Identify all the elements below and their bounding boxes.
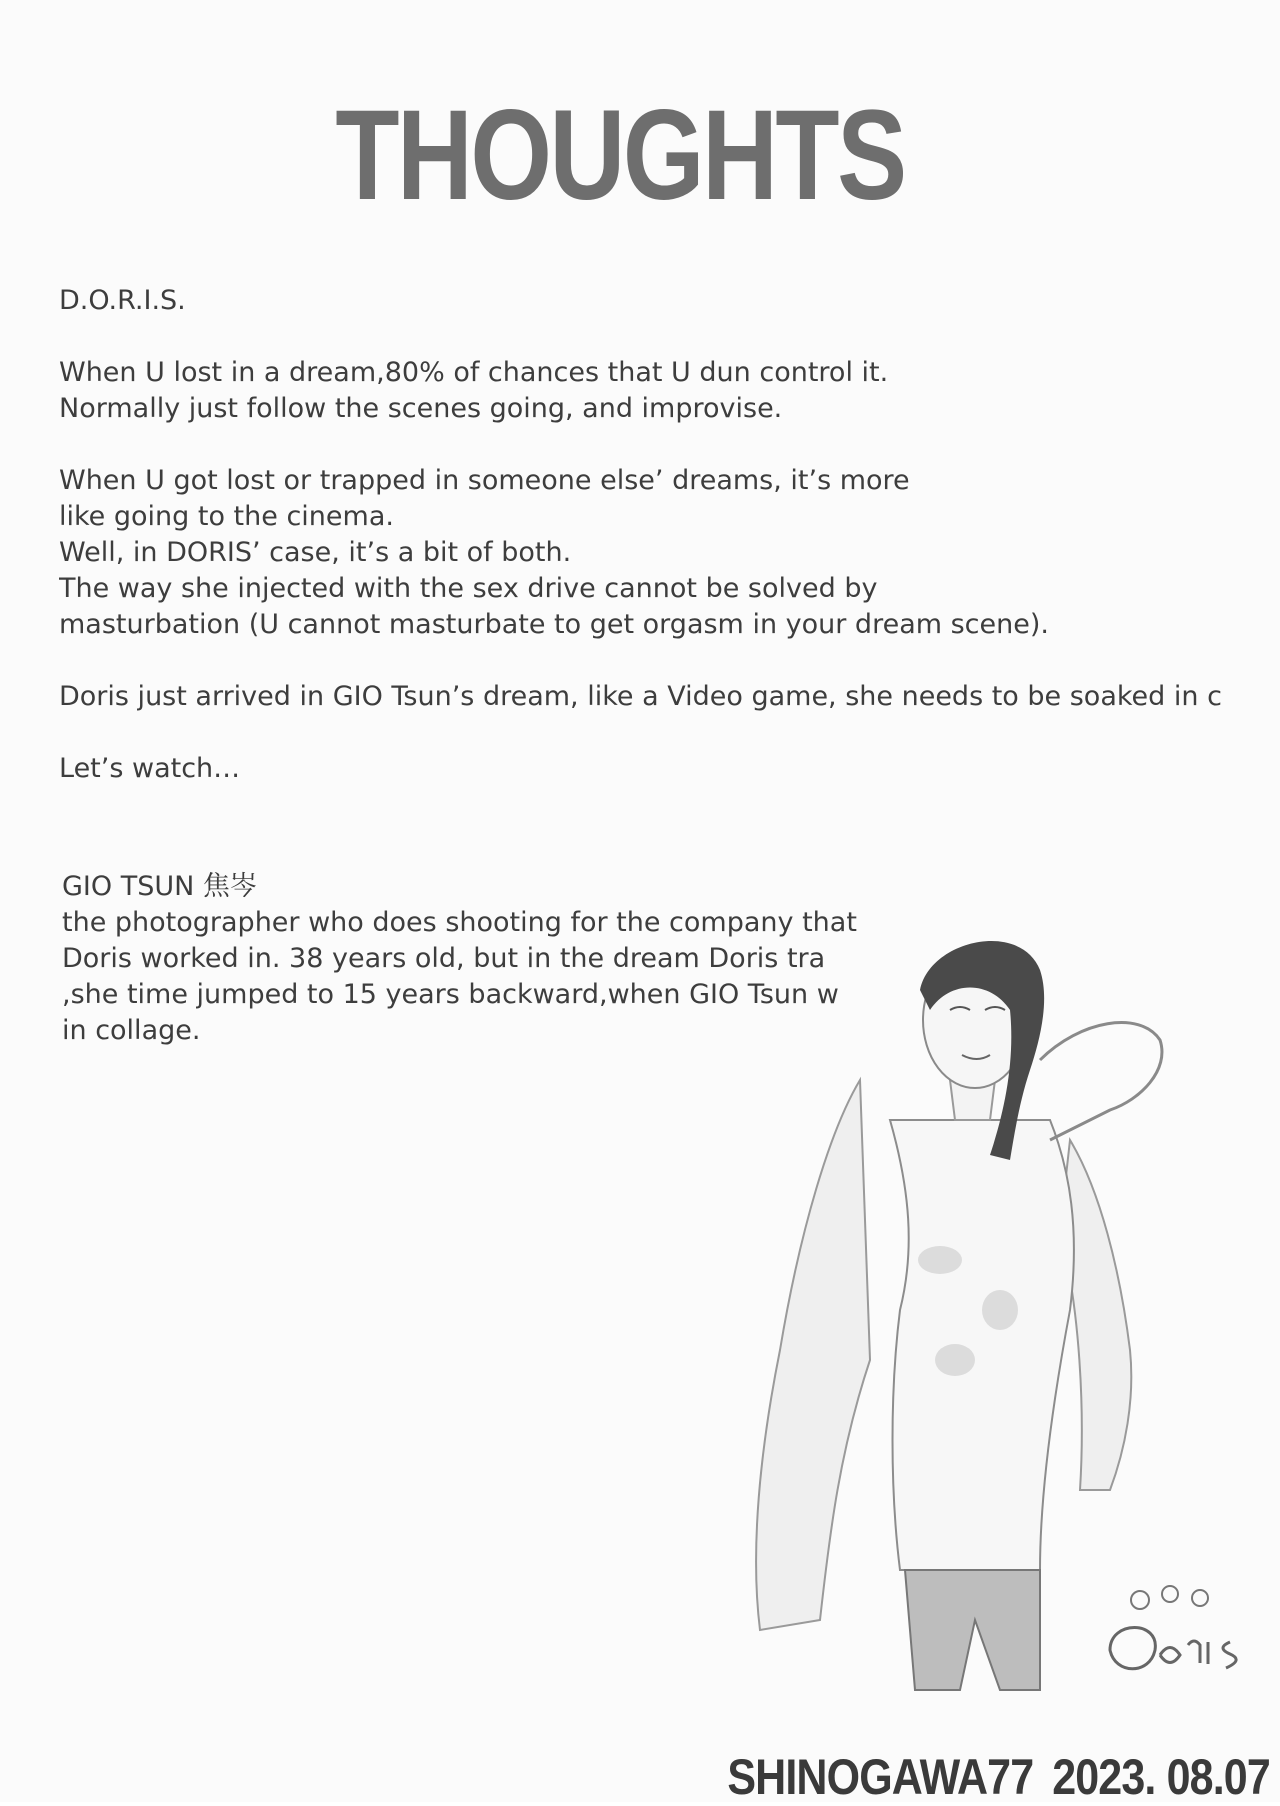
paragraph-line: The way she injected with the sex drive cannot be solved by xyxy=(59,573,878,604)
bio-line: the photographer who does shooting for the company that xyxy=(62,907,857,938)
footer-credit xyxy=(709,1748,1270,1806)
intro-text xyxy=(59,283,1274,787)
footer-date: 2023. 08.07 xyxy=(1052,1749,1270,1805)
paragraph-line: Normally just follow the scenes going, and improvise. xyxy=(59,393,783,424)
paragraph-line: When U got lost or trapped in someone else’ dreams, it’s more xyxy=(59,465,910,496)
bio-line: ,she time jumped to 15 years backward,when GIO Tsun w xyxy=(62,979,839,1010)
bio-line: in collage. xyxy=(62,1015,201,1046)
bio-line: Doris worked in. 38 years old, but in the dream Doris tra xyxy=(62,943,826,974)
footer-author: SHINOGAWA77 xyxy=(727,1749,1034,1805)
paragraph-line: Let’s watch… xyxy=(59,753,241,784)
paragraph-line: Doris just arrived in GIO Tsun’s dream, like a Video game, she needs to be soaked in c xyxy=(59,681,1222,712)
section-heading: D.O.R.I.S. xyxy=(59,285,186,316)
page-title: THOUGHTS xyxy=(335,84,905,227)
character-name: GIO TSUN 焦岑 xyxy=(62,871,257,902)
paragraph-line: like going to the cinema. xyxy=(59,501,394,532)
paragraph-line: masturbation (U cannot masturbate to get orgasm in your dream scene). xyxy=(59,609,1049,640)
paragraph-line: Well, in DORIS’ case, it’s a bit of both. xyxy=(59,537,572,568)
doris-signature xyxy=(1100,1580,1260,1690)
paragraph-line: When U lost in a dream,80% of chances that U dun control it. xyxy=(59,357,889,388)
